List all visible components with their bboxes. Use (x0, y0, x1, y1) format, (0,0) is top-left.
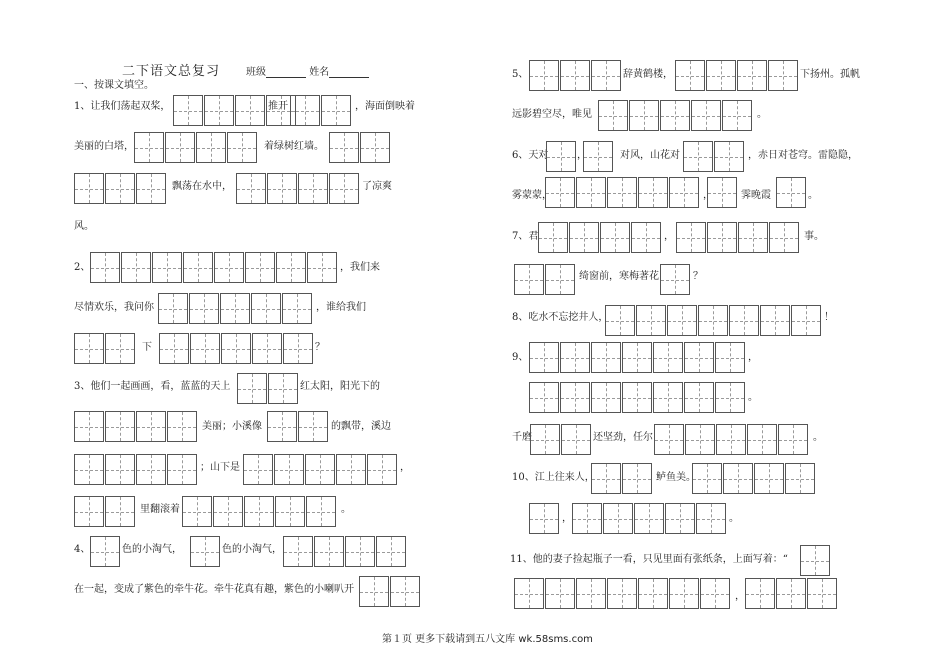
q1-text-h: 风。 (74, 221, 94, 232)
q5-answer-1[interactable] (529, 60, 622, 91)
answer-cell[interactable] (692, 463, 722, 494)
q11-answer-3[interactable] (745, 578, 838, 609)
answer-cell[interactable] (390, 576, 420, 607)
q2-text-b: ，我们来 (340, 262, 380, 273)
q6-text-f: ， (703, 190, 713, 201)
q5-answer-3[interactable] (598, 100, 753, 131)
q4-answer-1[interactable] (90, 536, 121, 567)
answer-cell[interactable] (653, 382, 683, 413)
answer-cell[interactable] (158, 293, 188, 324)
answer-cell[interactable] (800, 545, 830, 576)
q1-text-e: 着绿树红墙。 (264, 141, 324, 152)
answer-cell[interactable] (622, 463, 652, 494)
answer-cell[interactable] (244, 496, 274, 527)
answer-cell[interactable] (660, 264, 690, 295)
q7-text-c: 事。 (804, 231, 824, 242)
q1-answer-6[interactable] (236, 173, 360, 204)
q2-answer-3[interactable] (74, 333, 136, 364)
answer-cell[interactable] (660, 100, 690, 131)
answer-cell[interactable] (591, 382, 621, 413)
answer-cell[interactable] (182, 496, 212, 527)
q5-text-e: 。 (757, 109, 767, 120)
q4-answer-3[interactable] (283, 536, 407, 567)
q7-answer-4[interactable] (660, 264, 691, 295)
q2-text-a: 2、 (74, 262, 91, 273)
answer-cell[interactable] (591, 463, 621, 494)
q2-answer-4[interactable] (159, 333, 314, 364)
answer-cell[interactable] (74, 496, 104, 527)
answer-cell[interactable] (546, 141, 576, 172)
answer-cell[interactable] (190, 536, 220, 567)
q6-text-b: ， (577, 150, 587, 161)
q6-answer-5[interactable] (707, 177, 738, 208)
answer-cell[interactable] (105, 496, 135, 527)
q5-text-d: 远影碧空尽，唯见 (512, 109, 592, 120)
answer-cell[interactable] (90, 536, 120, 567)
q3-text-h: 。 (341, 504, 351, 515)
q1-text-d: 美丽的白塔， (74, 141, 134, 152)
q2-answer-2[interactable] (158, 293, 313, 324)
q6-text-e: 雾蒙蒙， (512, 190, 552, 201)
answer-cell[interactable] (598, 100, 628, 131)
q9-text-d: 千磨 (512, 432, 532, 443)
q3-answer-5[interactable] (243, 454, 398, 485)
answer-cell[interactable] (274, 454, 304, 485)
answer-cell[interactable] (545, 578, 575, 609)
q1-answer-2[interactable] (290, 95, 352, 126)
q9-text-f: 。 (813, 432, 823, 443)
q9-text-a: 9、 (512, 352, 529, 363)
q2-answer-1[interactable] (90, 252, 338, 283)
name-label: 姓名 (309, 67, 330, 78)
answer-cell[interactable] (267, 173, 297, 204)
answer-cell[interactable] (190, 333, 220, 364)
answer-cell[interactable] (654, 424, 684, 455)
q8-answer-1[interactable] (605, 305, 822, 336)
answer-cell[interactable] (769, 222, 799, 253)
answer-cell[interactable] (778, 424, 808, 455)
answer-cell[interactable] (268, 373, 298, 404)
q6-answer-6[interactable] (776, 177, 807, 208)
answer-cell[interactable] (706, 60, 736, 91)
page-footer: 第１页 更多下载请到五八文库 wk.58sms.com (382, 634, 593, 645)
q10-answer-3[interactable] (529, 503, 560, 534)
q7-text-b: ， (664, 231, 674, 242)
answer-cell[interactable] (196, 132, 226, 163)
answer-cell[interactable] (707, 222, 737, 253)
answer-cell[interactable] (634, 503, 664, 534)
answer-cell[interactable] (561, 424, 591, 455)
answer-cell[interactable] (745, 578, 775, 609)
answer-cell[interactable] (737, 60, 767, 91)
answer-cell[interactable] (298, 411, 328, 442)
answer-cell[interactable] (105, 454, 135, 485)
answer-cell[interactable] (359, 576, 389, 607)
answer-cell[interactable] (74, 333, 104, 364)
answer-cell[interactable] (715, 342, 745, 373)
answer-cell[interactable] (329, 173, 359, 204)
answer-cell[interactable] (235, 95, 265, 126)
q6-text-a: 6、天对 (512, 150, 549, 161)
q2-text-e: 下 (142, 342, 152, 353)
answer-cell[interactable] (345, 536, 375, 567)
q10-answer-4[interactable] (572, 503, 727, 534)
q9-text-e: 还坚劲，任尔 (593, 432, 653, 443)
q3-answer-2[interactable] (74, 411, 198, 442)
answer-cell[interactable] (760, 305, 790, 336)
answer-cell[interactable] (729, 305, 759, 336)
answer-cell[interactable] (90, 252, 120, 283)
q9-answer-1[interactable] (529, 342, 746, 373)
q1-answer-3[interactable] (134, 132, 258, 163)
answer-cell[interactable] (282, 293, 312, 324)
q4-text-a: 4、 (74, 544, 91, 555)
answer-cell[interactable] (583, 141, 613, 172)
q9-answer-3[interactable] (530, 424, 592, 455)
answer-cell[interactable] (669, 177, 699, 208)
answer-cell[interactable] (665, 503, 695, 534)
q1-text-a: 1、让我们荡起双桨， (74, 101, 171, 112)
answer-cell[interactable] (591, 342, 621, 373)
answer-cell[interactable] (227, 132, 257, 163)
answer-cell[interactable] (213, 496, 243, 527)
answer-cell[interactable] (560, 382, 590, 413)
answer-cell[interactable] (576, 578, 606, 609)
q3-text-g: 里翻滚着 (140, 504, 180, 515)
q10-text-d: 。 (729, 513, 739, 524)
q9-text-c: 。 (748, 392, 758, 403)
answer-cell[interactable] (667, 305, 697, 336)
answer-cell[interactable] (776, 177, 806, 208)
answer-cell[interactable] (572, 503, 602, 534)
answer-cell[interactable] (105, 173, 135, 204)
class-name-fields (246, 63, 369, 78)
q11-text-b: ， (735, 591, 745, 602)
answer-cell[interactable] (696, 503, 726, 534)
q3-answer-4[interactable] (74, 454, 198, 485)
answer-cell[interactable] (560, 342, 590, 373)
q10-text-c: ， (562, 513, 572, 524)
answer-cell[interactable] (607, 578, 637, 609)
answer-cell[interactable] (684, 382, 714, 413)
answer-cell[interactable] (530, 424, 560, 455)
q3-text-d: 的飘带，溪边 (331, 421, 391, 432)
q10-text-b: 鲈鱼美。 (656, 472, 696, 483)
answer-cell[interactable] (785, 463, 815, 494)
answer-cell[interactable] (569, 222, 599, 253)
q4-answer-2[interactable] (190, 536, 221, 567)
answer-cell[interactable] (629, 100, 659, 131)
answer-cell[interactable] (245, 252, 275, 283)
q10-answer-1[interactable] (591, 463, 653, 494)
answer-cell[interactable] (283, 333, 313, 364)
answer-cell[interactable] (576, 177, 606, 208)
answer-cell[interactable] (529, 503, 559, 534)
q6-answer-2[interactable] (583, 141, 614, 172)
answer-cell[interactable] (768, 60, 798, 91)
answer-cell[interactable] (591, 60, 621, 91)
answer-cell[interactable] (74, 173, 104, 204)
q4-text-b: 色的小淘气， (122, 544, 182, 555)
answer-cell[interactable] (367, 454, 397, 485)
name-field[interactable] (329, 67, 369, 78)
answer-cell[interactable] (545, 177, 575, 208)
q5-text-b: 辞黄鹤楼， (623, 69, 673, 80)
answer-cell[interactable] (136, 173, 166, 204)
answer-cell[interactable] (283, 536, 313, 567)
answer-cell[interactable] (165, 132, 195, 163)
answer-cell[interactable] (314, 536, 344, 567)
q10-answer-2[interactable] (692, 463, 816, 494)
answer-cell[interactable] (275, 496, 305, 527)
answer-cell[interactable] (636, 305, 666, 336)
answer-cell[interactable] (121, 252, 151, 283)
answer-cell[interactable] (676, 222, 706, 253)
answer-cell[interactable] (336, 454, 366, 485)
answer-cell[interactable] (723, 463, 753, 494)
q6-text-d: ，赤日对苍穹。雷隐隐， (748, 150, 858, 161)
q9-answer-4[interactable] (654, 424, 809, 455)
answer-cell[interactable] (221, 333, 251, 364)
answer-cell[interactable] (167, 454, 197, 485)
answer-cell[interactable] (685, 424, 715, 455)
q11-text-a: 11、他的妻子捡起瓶子一看，只见里面有张纸条，上面写着：“ (510, 554, 788, 565)
answer-cell[interactable] (715, 382, 745, 413)
answer-cell[interactable] (251, 293, 281, 324)
q8-text-b: ！ (824, 312, 834, 323)
answer-cell[interactable] (236, 173, 266, 204)
q2-text-d: ，谁给我们 (316, 302, 366, 313)
q3-answer-7[interactable] (182, 496, 337, 527)
q3-text-f: ， (400, 462, 410, 473)
answer-cell[interactable] (754, 463, 784, 494)
q1-answer-4[interactable] (329, 132, 391, 163)
q3-answer-1[interactable] (237, 373, 299, 404)
answer-cell[interactable] (276, 252, 306, 283)
answer-cell[interactable] (105, 333, 135, 364)
answer-cell[interactable] (74, 411, 104, 442)
q3-answer-6[interactable] (74, 496, 136, 527)
answer-cell[interactable] (722, 100, 752, 131)
q5-text-c: 下扬州。孤帆 (800, 69, 860, 80)
answer-cell[interactable] (152, 252, 182, 283)
answer-cell[interactable] (74, 454, 104, 485)
q1-text-g: 了凉爽 (362, 181, 392, 192)
answer-cell[interactable] (538, 222, 568, 253)
answer-cell[interactable] (607, 177, 637, 208)
answer-cell[interactable] (698, 305, 728, 336)
answer-cell[interactable] (134, 132, 164, 163)
answer-cell[interactable] (514, 264, 544, 295)
answer-cell[interactable] (560, 60, 590, 91)
answer-cell[interactable] (603, 503, 633, 534)
answer-cell[interactable] (747, 424, 777, 455)
answer-cell[interactable] (622, 342, 652, 373)
answer-cell[interactable] (189, 293, 219, 324)
answer-cell[interactable] (716, 424, 746, 455)
q3-text-e: ；山下是 (200, 462, 240, 473)
q6-answer-3[interactable] (683, 141, 745, 172)
section-heading: 一、按课文填空。 (74, 80, 154, 91)
answer-cell[interactable] (529, 342, 559, 373)
answer-cell[interactable] (807, 578, 837, 609)
answer-cell[interactable] (638, 578, 668, 609)
q4-text-d: 在一起，变成了紫色的牵牛花。牵牛花真有趣，紫色的小喇叭开 (74, 584, 354, 595)
answer-cell[interactable] (220, 293, 250, 324)
answer-cell[interactable] (631, 222, 661, 253)
answer-cell[interactable] (136, 454, 166, 485)
answer-cell[interactable] (605, 305, 635, 336)
q3-text-b: 红太阳，阳光下的 (300, 381, 380, 392)
q4-answer-4[interactable] (359, 576, 421, 607)
q5-answer-2[interactable] (675, 60, 799, 91)
answer-cell[interactable] (700, 578, 730, 609)
answer-cell[interactable] (173, 95, 203, 126)
answer-cell[interactable] (684, 342, 714, 373)
q6-answer-4[interactable] (545, 177, 700, 208)
q9-answer-2[interactable] (529, 382, 746, 413)
answer-cell[interactable] (183, 252, 213, 283)
answer-cell[interactable] (529, 382, 559, 413)
q9-text-b: ， (748, 352, 758, 363)
answer-cell[interactable] (653, 342, 683, 373)
q6-answer-1[interactable] (546, 141, 577, 172)
q11-answer-2[interactable] (514, 578, 731, 609)
class-label: 班级 (246, 67, 266, 78)
answer-cell[interactable] (243, 454, 273, 485)
q6-text-g: 霁晚霞 (741, 190, 771, 201)
q7-text-d: 绮窗前，寒梅著花 (579, 271, 659, 282)
q7-text-e: ？ (693, 271, 703, 282)
answer-cell[interactable] (159, 333, 189, 364)
q1-text-f: 飘荡在水中， (172, 181, 232, 192)
answer-cell[interactable] (791, 305, 821, 336)
q2-text-c: 尽情欢乐，我问你 (74, 302, 154, 313)
answer-cell[interactable] (600, 222, 630, 253)
q1-answer-5[interactable] (74, 173, 167, 204)
answer-cell[interactable] (105, 411, 135, 442)
q1-text-c: ，海面倒映着 (355, 101, 415, 112)
answer-cell[interactable] (252, 333, 282, 364)
answer-cell[interactable] (738, 222, 768, 253)
answer-cell[interactable] (360, 132, 390, 163)
answer-cell[interactable] (691, 100, 721, 131)
answer-cell[interactable] (776, 578, 806, 609)
q1-text-b: 推开 (268, 101, 288, 112)
answer-cell[interactable] (267, 411, 297, 442)
q10-text-a: 10、江上往来人， (512, 472, 595, 483)
q7-text-a: 7、君 (512, 231, 539, 242)
answer-cell[interactable] (529, 60, 559, 91)
answer-cell[interactable] (683, 141, 713, 172)
answer-cell[interactable] (329, 132, 359, 163)
answer-cell[interactable] (306, 496, 336, 527)
q5-text-a: 5、 (512, 69, 529, 80)
q6-text-c: 对风，山花对 (620, 150, 680, 161)
class-field[interactable] (266, 67, 306, 78)
q3-text-c: 美丽；小溪像 (202, 421, 262, 432)
answer-cell[interactable] (714, 141, 744, 172)
answer-cell[interactable] (321, 95, 351, 126)
answer-cell[interactable] (298, 173, 328, 204)
answer-cell[interactable] (675, 60, 705, 91)
q4-text-c: 色的小淘气， (222, 544, 282, 555)
answer-cell[interactable] (669, 578, 699, 609)
q7-answer-1[interactable] (538, 222, 662, 253)
answer-cell[interactable] (290, 95, 320, 126)
answer-cell[interactable] (307, 252, 337, 283)
answer-cell[interactable] (376, 536, 406, 567)
answer-cell[interactable] (237, 373, 267, 404)
answer-cell[interactable] (707, 177, 737, 208)
answer-cell[interactable] (136, 411, 166, 442)
answer-cell[interactable] (214, 252, 244, 283)
q6-text-h: 。 (808, 190, 818, 201)
q2-text-f: ？ (315, 342, 325, 353)
answer-cell[interactable] (204, 95, 234, 126)
answer-cell[interactable] (305, 454, 335, 485)
q8-text-a: 8、吃水不忘挖井人， (512, 312, 609, 323)
answer-cell[interactable] (638, 177, 668, 208)
answer-cell[interactable] (167, 411, 197, 442)
answer-cell[interactable] (622, 382, 652, 413)
answer-cell[interactable] (545, 264, 575, 295)
q3-answer-3[interactable] (267, 411, 329, 442)
q7-answer-2[interactable] (676, 222, 800, 253)
page-title: 二下语文总复习 (122, 64, 221, 79)
q11-answer-1[interactable] (800, 545, 831, 576)
answer-cell[interactable] (514, 578, 544, 609)
q7-answer-3[interactable] (514, 264, 576, 295)
q3-text-a: 3、他们一起画画，看，蓝蓝的天上 (74, 381, 231, 392)
